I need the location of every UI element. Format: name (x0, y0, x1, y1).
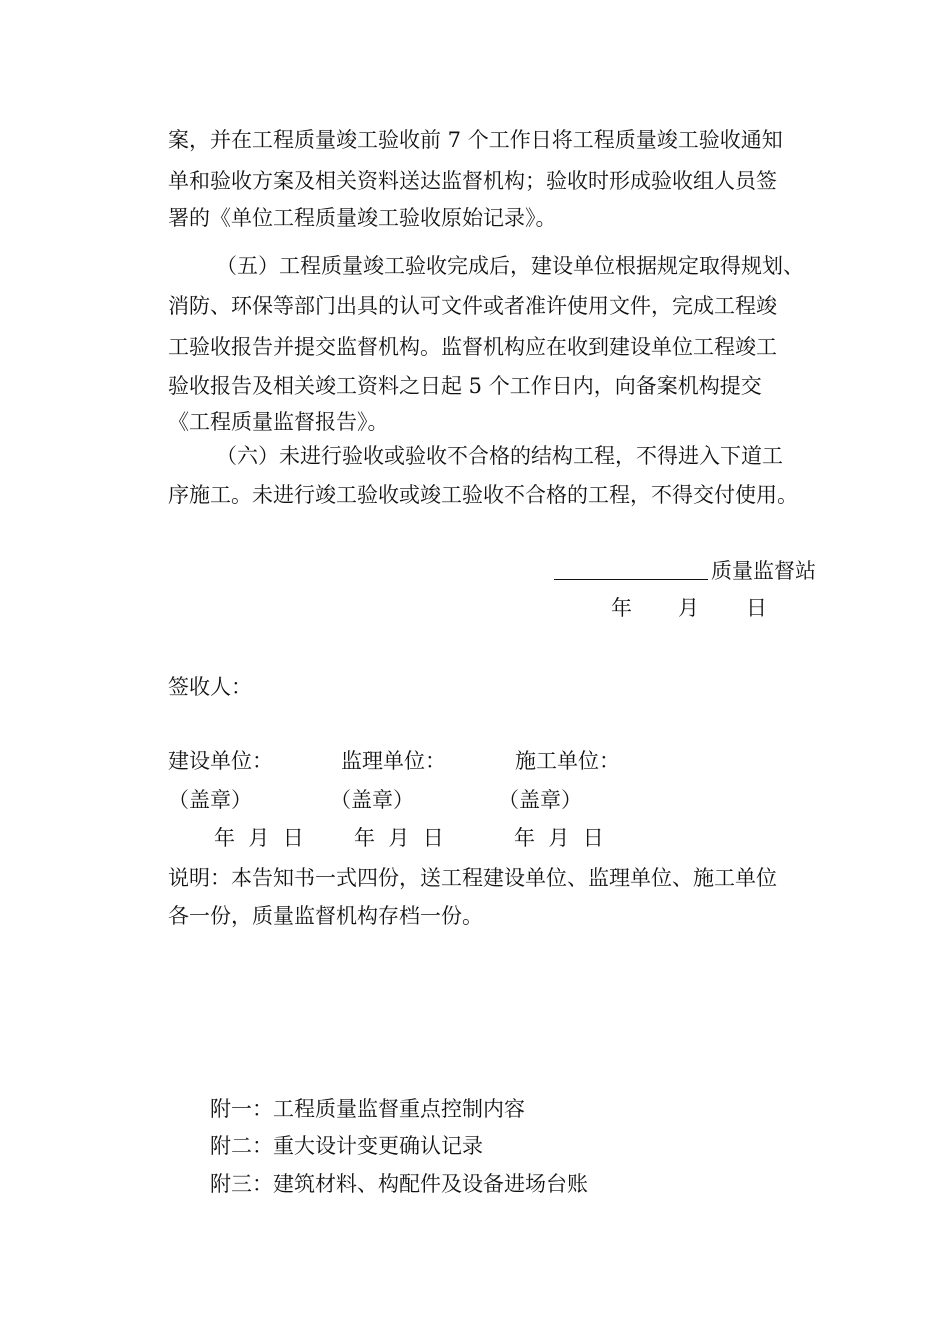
construction-unit-label: 建设单位： (168, 749, 273, 773)
paragraph-text-line: 序施工。未进行竣工验收或竣工验收不合格的工程，不得交付使用。 (168, 483, 798, 507)
supervision-unit-label: 监理单位： (341, 749, 446, 773)
issuer-date-day: 日 (746, 596, 767, 620)
contractor-unit-label: 施工单位： (515, 749, 620, 773)
paragraph-text-line: （六）未进行验收或验收不合格的结构工程，不得进入下道工 (216, 444, 783, 468)
paragraph-text-line: 验收报告及相关竣工资料之日起 5 个工作日内，向备案机构提交 (168, 374, 762, 398)
paragraph-text-line: 单和验收方案及相关资料送达监督机构；验收时形成验收组人员签 (168, 169, 777, 193)
note-text-line: 各一份，质量监督机构存档一份。 (168, 904, 483, 928)
appendix-item: 附二：重大设计变更确认记录 (210, 1134, 483, 1158)
paragraph-text-line: 工验收报告并提交监督机构。监督机构应在收到建设单位工程竣工 (168, 335, 777, 359)
paragraph-text-line: 《工程质量监督报告》。 (168, 410, 389, 434)
signature-underline (554, 579, 708, 580)
paragraph-text-line: 消防、环保等部门出具的认可文件或者准许使用文件，完成工程竣 (168, 294, 777, 318)
appendix-item: 附一：工程质量监督重点控制内容 (210, 1097, 525, 1121)
paragraph-text-line: （五）工程质量竣工验收完成后，建设单位根据规定取得规划、 (216, 254, 804, 278)
supervision-unit-seal: （盖章） (330, 788, 414, 812)
issuer-date-year: 年 (611, 596, 632, 620)
paragraph-text-line: 署的《单位工程质量竣工验收原始记录》。 (168, 206, 557, 230)
contractor-unit-date: 年 月 日 (514, 826, 604, 850)
note-text-line: 说明：本告知书一式四份，送工程建设单位、监理单位、施工单位 (168, 866, 777, 890)
issuer-date-month: 月 (678, 596, 699, 620)
construction-unit-seal: （盖章） (168, 788, 252, 812)
contractor-unit-seal: （盖章） (498, 788, 582, 812)
paragraph-text-line: 案，并在工程质量竣工验收前 7 个工作日将工程质量竣工验收通知 (168, 128, 783, 152)
construction-unit-date: 年 月 日 (214, 826, 304, 850)
receiver-label: 签收人： (168, 675, 252, 699)
supervision-unit-date: 年 月 日 (354, 826, 444, 850)
issuer-station-label: 质量监督站 (711, 559, 816, 583)
appendix-item: 附三：建筑材料、构配件及设备进场台账 (210, 1172, 588, 1196)
